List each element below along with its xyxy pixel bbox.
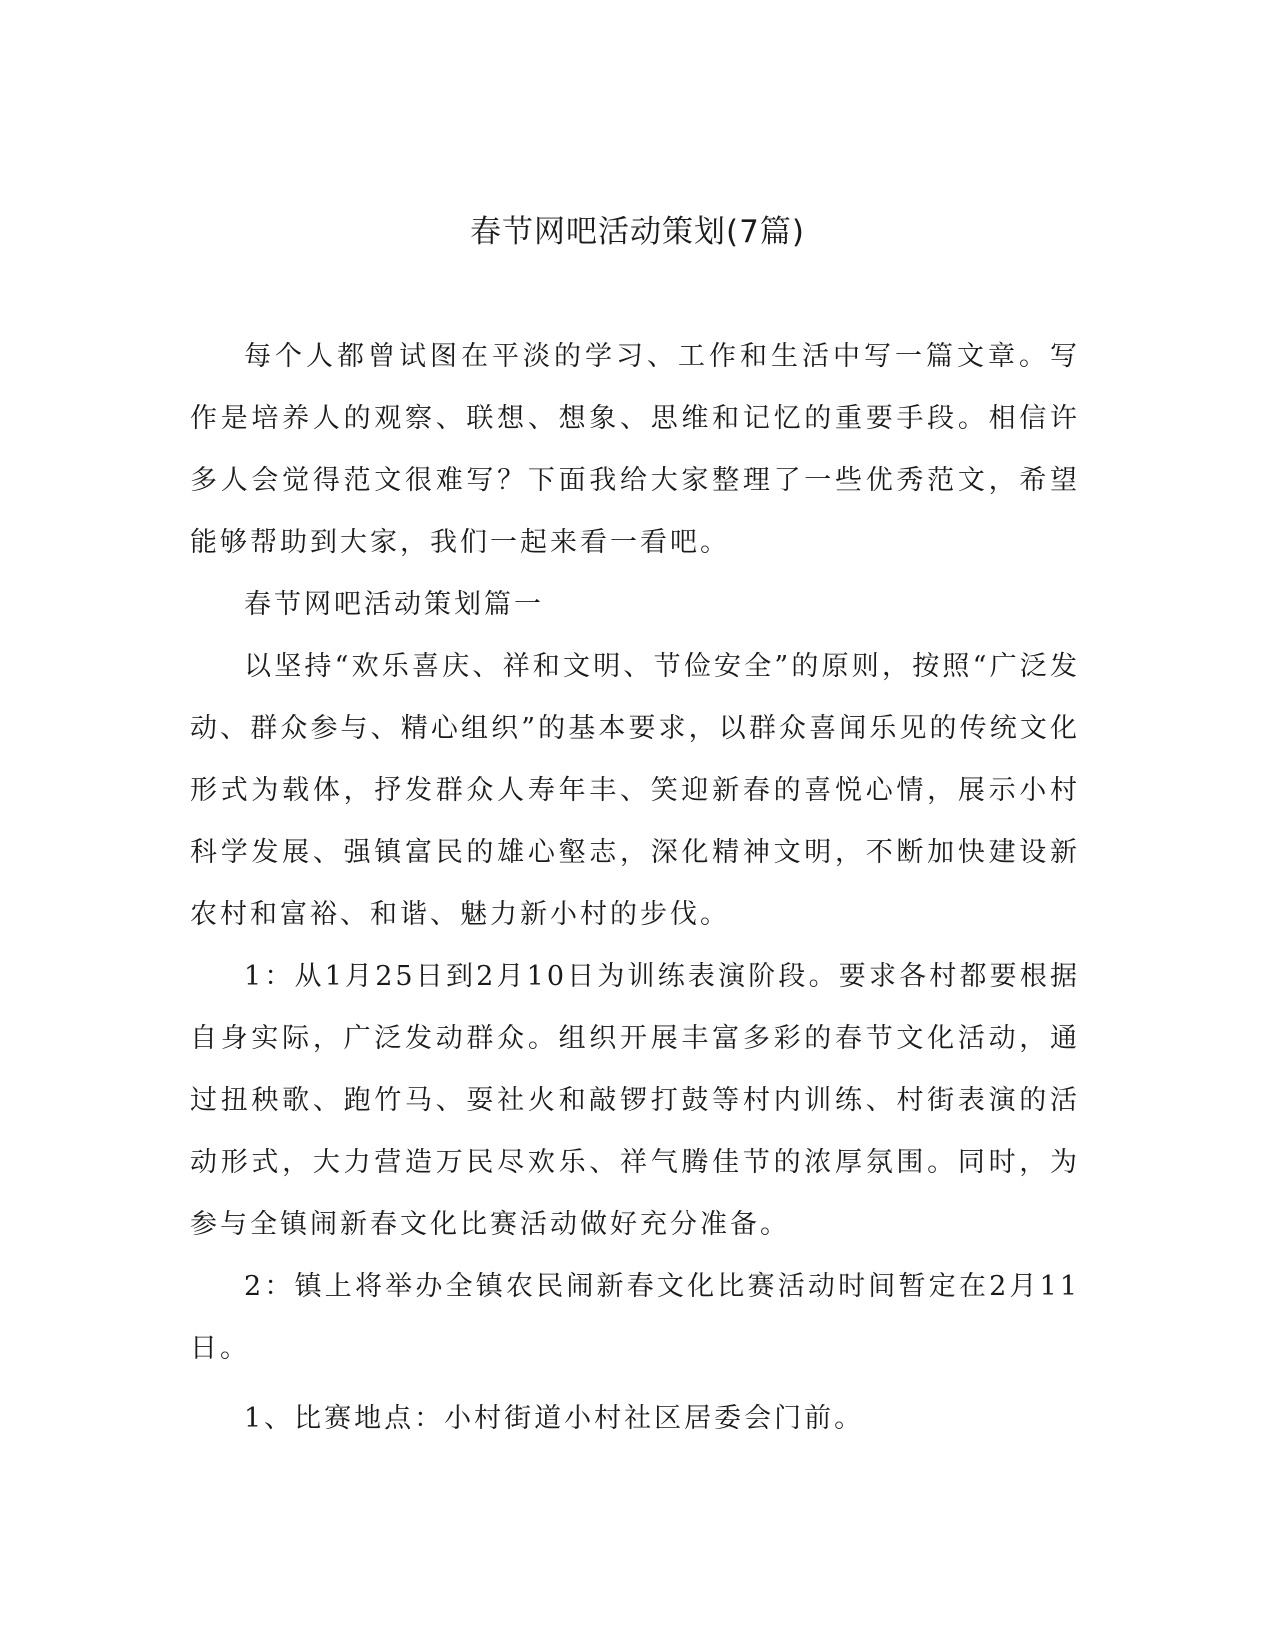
document-body [190,326,1080,1450]
location-paragraph: 1、比赛地点：小村街道小村社区居委会门前。 [244,1403,865,1434]
item-1-paragraph: 1：从1月25日到2月10日为训练表演阶段。要求各村都要根据自身实际，广泛发动群众。组织开展丰富多彩的春节文化活动，通过扭秧歌、跑竹马、耍社火和敲锣打鼓等村内训练、村街表演的活动形式，大力营造万民尽欢乐、祥气腾佳节的浓厚氛围。同时，为参与全镇闹新春文化比赛活动做好充分准备。 [190,961,1080,1240]
intro-paragraph: 每个人都曾试图在平淡的学习、工作和生活中写一篇文章。写作是培养人的观察、联想、想象、思维和记忆的重要手段。相信许多人会觉得范文很难写？下面我给大家整理了一些优秀范文，希望能够帮助到大家，我们一起来看一看吧。 [190,341,1080,558]
document-title: 春节网吧活动策划(7篇) [470,214,805,250]
principle-paragraph: 以坚持“欢乐喜庆、祥和文明、节俭安全”的原则，按照“广泛发动、群众参与、精心组织”的基本要求，以群众喜闻乐见的传统文化形式为载体，抒发群众人寿年丰、笑迎新春的喜悦心情，展示小村科学发展、强镇富民的雄心壑志，深化精神文明，不断加快建设新农村和富裕、和谐、魅力新小村的步伐。 [190,651,1080,930]
section-heading: 春节网吧活动策划篇一 [244,589,544,620]
item-2-paragraph: 2：镇上将举办全镇农民闹新春文化比赛活动时间暂定在2月11日。 [190,1271,1080,1364]
